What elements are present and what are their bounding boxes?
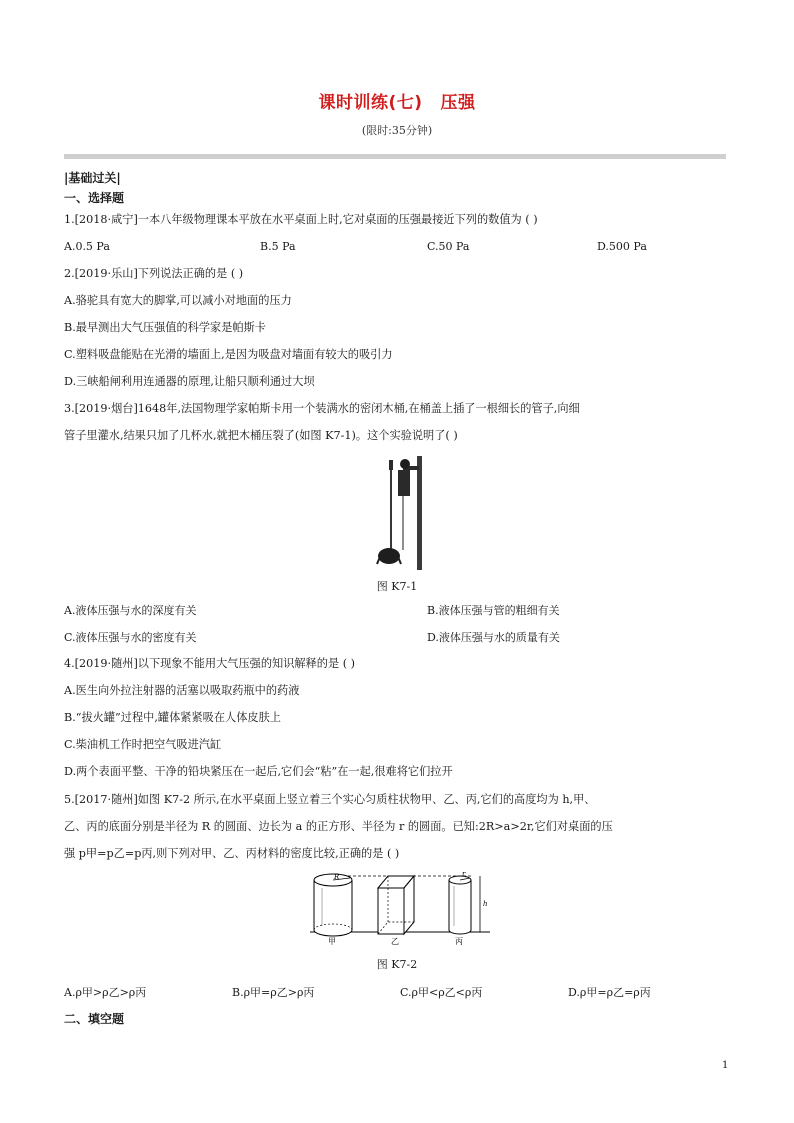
- q3-stem-line2: 管子里灌水,结果只加了几杯水,就把木桶压裂了(如图 K7-1)。这个实验说明了( ): [64, 429, 458, 442]
- person-body: [398, 470, 410, 496]
- q1-option-a: A.0.5 Pa: [64, 240, 110, 253]
- q5-option-a: A.ρ甲>ρ乙>ρ丙: [64, 986, 147, 999]
- title-main: 课时训练(七): [318, 93, 423, 113]
- q4-stem: 4.[2019·随州]以下现象不能用大气压强的知识解释的是 ( ): [64, 657, 356, 670]
- q2-stem: 2.[2019·乐山]下列说法正确的是 ( ): [64, 267, 244, 280]
- q4-option-d: D.两个表面平整、干净的铅块紧压在一起后,它们会“粘”在一起,很难将它们拉开: [64, 765, 453, 778]
- page-title: [0, 88, 794, 113]
- prism-yi: [378, 876, 414, 934]
- page-number: 1: [722, 1060, 729, 1071]
- q2-option-b: B.最早测出大气压强值的科学家是帕斯卡: [64, 321, 266, 334]
- q1-stem: 1.[2018·咸宁]一本八年级物理课本平放在水平桌面上时,它对桌面的压强最接近下列的数值为 ( ): [64, 213, 538, 226]
- q3-option-b: B.液体压强与管的粗细有关: [427, 604, 560, 617]
- label-yi: 乙: [391, 937, 399, 946]
- q3-option-a: A.液体压强与水的深度有关: [64, 604, 197, 617]
- part1-title: 一、选择题: [64, 191, 125, 205]
- label-h: h: [483, 900, 488, 908]
- time-limit: (限时:35分钟): [361, 124, 433, 137]
- cylinder-bing: [449, 876, 471, 934]
- label-r: r: [462, 870, 466, 878]
- figure-k7-1: [365, 452, 425, 572]
- q1-option-c: C.50 Pa: [427, 240, 470, 253]
- label-bing: 丙: [455, 937, 463, 946]
- q1-option-b: B.5 Pa: [260, 240, 296, 253]
- q5-option-d: D.ρ甲=ρ乙=ρ丙: [568, 986, 651, 999]
- q4-option-b: B.“拔火罐”过程中,罐体紧紧吸在人体皮肤上: [64, 711, 281, 724]
- figure-k7-1-caption: 图 K7-1: [376, 580, 418, 593]
- q5-stem-line1: 5.[2017·随州]如图 K7-2 所示,在水平桌面上竖立着三个实心匀质柱状物甲、乙、丙,它们的高度均为 h,甲、: [64, 793, 596, 806]
- q2-option-d: D.三峡船闸利用连通器的原理,让船只顺利通过大坝: [64, 375, 315, 388]
- q2-option-c: C.塑料吸盘能贴在光滑的墙面上,是因为吸盘对墙面有较大的吸引力: [64, 348, 393, 361]
- header-divider: [64, 154, 726, 159]
- person-head: [400, 459, 410, 469]
- figure-k7-2-caption: 图 K7-2: [376, 958, 418, 971]
- q1-option-d: D.500 Pa: [597, 240, 647, 253]
- q3-stem-line1: 3.[2019·烟台]1648年,法国物理学家帕斯卡用一个装满水的密闭木桶,在桶盖上插了一根细长的管子,向细: [64, 402, 580, 415]
- cylinder-jia: [314, 874, 352, 936]
- label-jia: 甲: [328, 937, 336, 946]
- part2-title: 二、填空题: [64, 1012, 125, 1026]
- figure-k7-2: [300, 868, 500, 948]
- wall-post: [417, 456, 422, 570]
- q5-option-b: B.ρ甲=ρ乙>ρ丙: [232, 986, 315, 999]
- q3-option-c: C.液体压强与水的密度有关: [64, 631, 197, 644]
- title-topic: 压强: [440, 93, 476, 113]
- q5-option-c: C.ρ甲<ρ乙<ρ丙: [400, 986, 483, 999]
- label-R: R: [334, 873, 340, 881]
- q4-option-c: C.柴油机工作时把空气吸进汽缸: [64, 738, 222, 751]
- section-basic: |基础过关|: [64, 171, 121, 185]
- q2-option-a: A.骆驼具有宽大的脚掌,可以减小对地面的压力: [64, 294, 292, 307]
- q4-option-a: A.医生向外拉注射器的活塞以吸取药瓶中的药液: [64, 684, 300, 697]
- q5-stem-line3: 强 p甲=p乙=p丙,则下列对甲、乙、丙材料的密度比较,正确的是 ( ): [64, 847, 400, 860]
- funnel: [389, 460, 393, 470]
- q3-option-d: D.液体压强与水的质量有关: [427, 631, 560, 644]
- q5-stem-line2: 乙、丙的底面分别是半径为 R 的圆面、边长为 a 的正方形、半径为 r 的圆面。已知:2R>a>2r,它们对桌面的压: [64, 820, 613, 833]
